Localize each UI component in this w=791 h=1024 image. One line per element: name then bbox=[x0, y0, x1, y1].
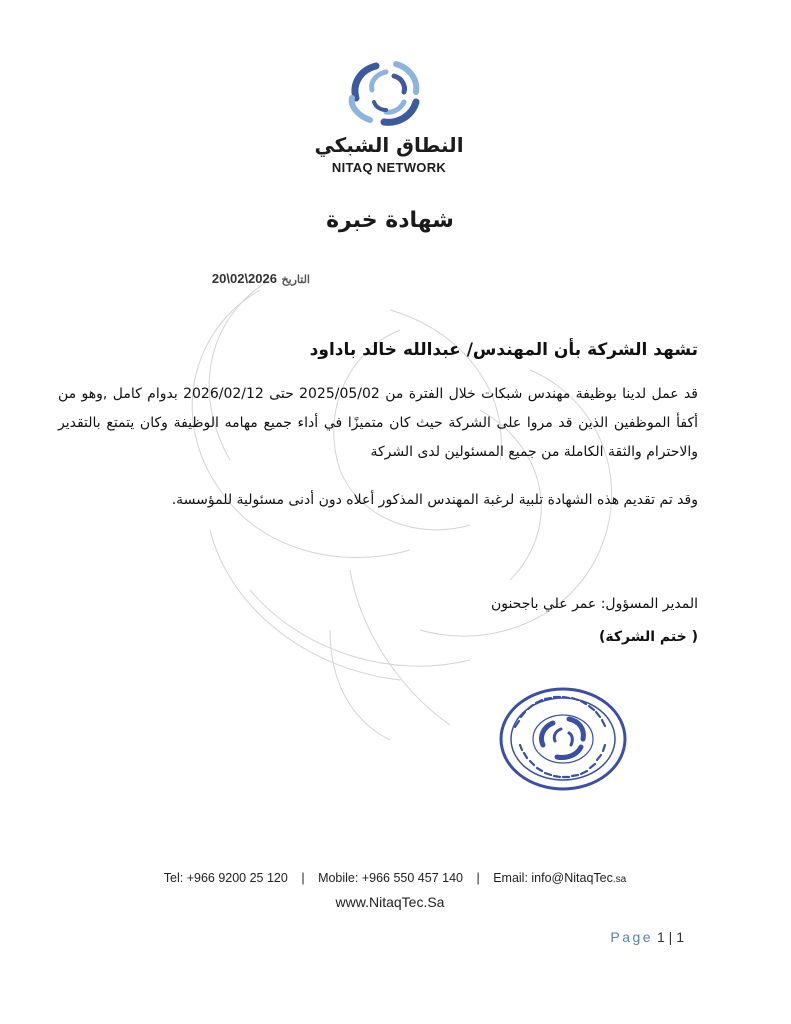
body-paragraph: قد عمل لدينا بوظيفة مهندس شبكات خلال الفترة من 2025/05/02 حتى 2026/02/12 بدوام كامل ,وهو من أكفأ الموظفين الذين قد مروا على الشركة حيث كان متميزًا في أداء جميع مهامه الوظيفة وكان يتمتع بالتقدير والاحترام والثقة الكاملة من جميع المسئولين لدى الشركة bbox=[58, 386, 698, 460]
footer-separator: | bbox=[301, 871, 305, 885]
body-paragraph: وقد تم تقديم هذه الشهادة تلبية لرغبة المهندس المذكور أعلاه دون أدنى مسئولية للمؤسسة. bbox=[171, 492, 698, 508]
manager-signature-line: المدير المسؤول: عمر علي باجحنون bbox=[490, 596, 698, 612]
footer-website: www.NitaqTec.Sa bbox=[335, 894, 445, 910]
page-total: 1 bbox=[676, 929, 684, 945]
stamp-label: ( ختم الشركة) bbox=[599, 629, 698, 645]
document-title: شهادة خبرة bbox=[326, 208, 454, 233]
certificate-body bbox=[58, 380, 698, 515]
footer-mobile: Mobile: +966 550 457 140 bbox=[318, 871, 463, 885]
page-word: Page bbox=[610, 929, 654, 945]
footer-separator: | bbox=[476, 871, 480, 885]
company-seal-icon bbox=[491, 683, 631, 793]
brand-name-english: NITAQ NETWORK bbox=[331, 160, 447, 175]
footer-contacts bbox=[60, 871, 730, 885]
brand-name-arabic: النطاق الشبكي bbox=[314, 133, 464, 157]
footer-email: Email: info@NitaqTec bbox=[493, 871, 613, 885]
date-value: 20\02\2026 bbox=[211, 271, 277, 286]
footer-phone: Tel: +966 9200 25 120 bbox=[163, 871, 288, 885]
swirl-logo-icon bbox=[346, 58, 426, 130]
certificate-heading: تشهد الشركة بأن المهندس/ عبدالله خالد باداود bbox=[309, 340, 698, 360]
footer-email-suffix: .sa bbox=[612, 874, 627, 885]
date-row bbox=[110, 270, 310, 288]
page-separator: | bbox=[668, 929, 673, 945]
page-current: 1 bbox=[656, 929, 665, 945]
page-number bbox=[560, 929, 684, 945]
date-label: التاريخ bbox=[281, 274, 310, 286]
